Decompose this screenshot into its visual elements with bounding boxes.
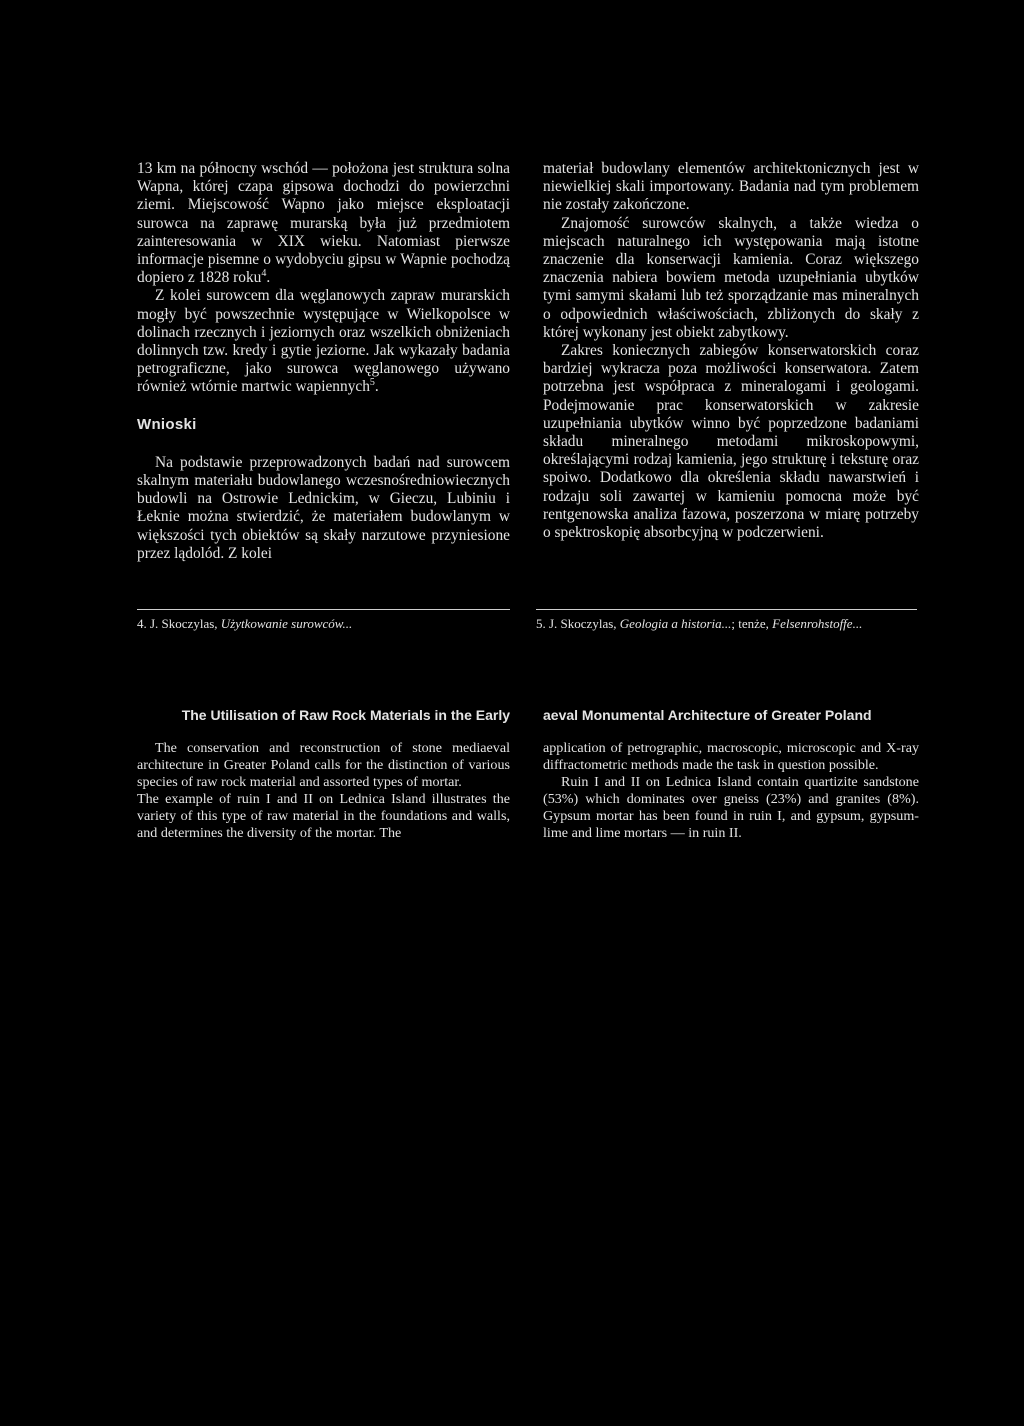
right-paragraph-3: Zakres koniecznych zabiegów konserwatorskich coraz bardziej wykracza poza możliwości konserwatora. Zatem potrzebna jest współpraca z mineralogami i geologami. Podejmowanie prac konserwatorskich w zakresie uzupełniania ubytków winno być poprzedzone badaniami składu mineralnego metodami mikroskopowymi, określającymi rodzaj kamienia, jego strukturę i teksturę oraz spoiwo. Dodatkowo dla określenia składu nawarstwień i rodzaju soli zawartej w kamieniu pomocna może być rentgenowska analiza fazowa, poszerzona w miarę potrzeby o spektroskopię absorbcyjną w podczerwieni.: [543, 342, 919, 542]
left-text-column: [137, 160, 510, 563]
right-paragraph-2: Znajomość surowców skalnych, a także wiedza o miejscach naturalnego ich występowania mają istotne znaczenie dla konserwacji kamienia. Coraz większego znaczenia nabiera bowiem metoda uzupełniania ubytków tymi samymi skałami lub też sporządzanie mas mineralnych o odpowiednich właściwościach, zbliżonych do skały z której wykonany jest obiekt zabytkowy.: [543, 214, 919, 341]
left-paragraph-1: 13 km na północny wschód — położona jest struktura solna Wapna, której czapa gipsowa dochodzi do powierzchni ziemi. Miejscowość Wapno jako miejsce eksploatacji surowca na zaprawę murarską była już przedmiotem zainteresowania w XIX wieku. Natomiast pierwsze informacje pisemne o wydobyciu gipsu w Wapnie pochodzą dopiero z 1828 roku$^4$.: [137, 160, 510, 287]
summary-right-column: [543, 740, 919, 841]
footnote-4: 4. J. Skoczylas, Użytkowanie surowców...: [137, 616, 353, 631]
footnote-ref-4: 4: [261, 268, 267, 280]
footnote-divider-right: [536, 609, 917, 610]
right-paragraph-1: materiał budowlany elementów architektonicznych jest w niewielkiej skali importowany. Badania nad tym problemem nie zostały zakończone.: [543, 160, 919, 214]
section-heading-wnioski: Wnioski: [137, 415, 197, 433]
summary-left-paragraph-2: The example of ruin I and II on Lednica Island illustrates the variety of this type of raw material in the foundations and walls, and determines the diversity of the mortar. The: [137, 790, 510, 841]
left-paragraph-3: Na podstawie przeprowadzonych badań nad surowcem skalnym materiału budowlanego wczesnośredniowiecznych budowli na Ostrowie Lednickim, w Gieczu, Lubiniu i Łeknie można stwierdzić, że materiałem budowlanym w większości tych obiektów są skały narzutowe przyniesione przez lądolód. Z kolei: [137, 453, 510, 562]
summary-right-paragraph-2: Ruin I and II on Lednica Island contain quartizite sandstone (53%) which dominates over gneiss (23%) and granites (8%). Gypsum mortar has been found in ruin I, and gypsum, gypsum-lime and lime mortars — in ruin II.: [543, 773, 919, 841]
summary-left-paragraph-1: The conservation and reconstruction of stone mediaeval architecture in Greater Poland calls for the distinction of various species of raw rock material and assorted types of mortar.: [137, 740, 510, 790]
summary-right-paragraph-1: application of petrographic, macroscopic, microscopic and X-ray diffractometric methods made the task in question possible.: [543, 740, 919, 773]
footnote-5-title: Geologia a historia...: [619, 616, 732, 631]
summary-title-right: aeval Monumental Architecture of Greater Poland: [543, 707, 872, 723]
footnote-5-title-2: Felsenrohstoffe...: [772, 616, 863, 631]
footnote-4-title: Użytkowanie surowców...: [220, 616, 353, 631]
left-paragraph-2: Z kolei surowcem dla węglanowych zapraw murarskich mogły być powszechnie występujące w Wielkopolsce w dolinach rzecznych i jeziornych oraz wszelkich obniżeniach dolinnych tzw. kredy i gytie jeziorne. Jak wykazały badania petrograficzne, jako surowca węglanowego używano również wtórnie martwic wapiennych$^5$.: [137, 287, 510, 396]
footnote-ref-5: 5: [369, 377, 375, 389]
summary-left-column: [137, 740, 510, 841]
footnote-divider-left: [137, 609, 510, 610]
footnote-5: 5. J. Skoczylas, Geologia a historia...; tenże, Felsenrohstoffe...: [536, 616, 863, 631]
summary-title-left: The Utilisation of Raw Rock Materials in the Early: [181, 707, 510, 723]
right-text-column: [543, 160, 919, 542]
